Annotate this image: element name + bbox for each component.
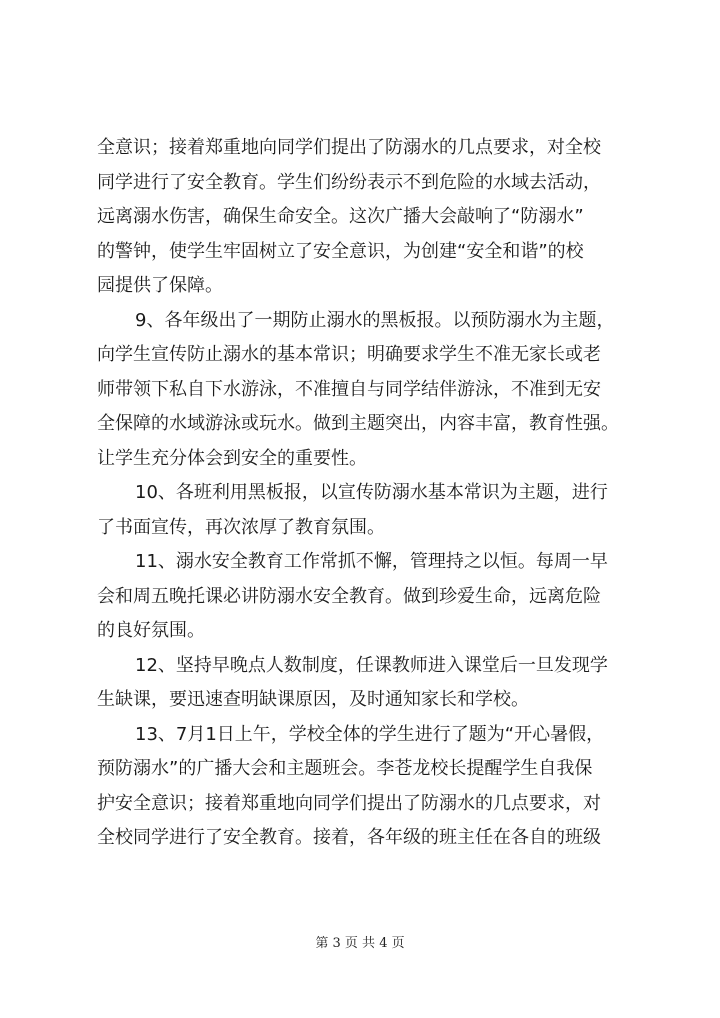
text-line: 13、7月1日上午，学校全体的学生进行了题为“开心暑假，	[135, 723, 605, 745]
text-line: 园提供了保障。	[97, 275, 223, 296]
text-line: 了书面宣传，再次浓厚了教育氛围。	[97, 516, 385, 538]
page-footer: 第 3 页 共 4 页	[315, 936, 405, 951]
text-line: 的警钟，使学生牢固树立了安全意识，为创建“安全和谐”的校	[97, 240, 584, 262]
text-line: 11、溺水安全教育工作常抓不懈，管理持之以恒。每周一早	[135, 551, 608, 572]
text-line: 远离溺水伤害，确保生命安全。这次广播大会敲响了“防溺水”	[97, 206, 584, 227]
text-line: 12、坚持早晚点人数制度，任课教师进入课堂后一旦发现学	[135, 654, 608, 676]
text-line: 全意识；接着郑重地向同学们提出了防溺水的几点要求，对全校	[97, 137, 601, 158]
text-line: 10、各班利用黑板报，以宣传防溺水基本常识为主题，进行	[135, 482, 608, 503]
text-line: 全校同学进行了安全教育。接着，各年级的班主任在各自的班级	[97, 827, 601, 848]
document-body	[97, 131, 637, 856]
text-line: 会和周五晚托课必讲防溺水安全教育。做到珍爱生命，远离危险	[97, 585, 601, 607]
text-line: 的良好氛围。	[97, 620, 205, 641]
text-line: 师带领下私自下水游泳，不准擅自与同学结伴游泳，不准到无安	[97, 378, 601, 400]
text-line: 同学进行了安全教育。学生们纷纷表示不到危险的水域去活动，	[97, 171, 601, 193]
text-line: 生缺课，要迅速查明缺课原因，及时通知家长和学校。	[97, 689, 529, 710]
text-line: 向学生宣传防止溺水的基本常识；明确要求学生不准无家长或老	[97, 344, 601, 365]
text-line: 护安全意识；接着郑重地向同学们提出了防溺水的几点要求，对	[97, 792, 601, 814]
text-line: 让学生充分体会到安全的重要性。	[97, 447, 367, 469]
text-line: 全保障的水域游泳或玩水。做到主题突出，内容丰富，教育性强。	[97, 413, 619, 434]
text-line: 9、各年级出了一期防止溺水的黑板报。以预防溺水为主题，	[135, 309, 615, 331]
text-line: 预防溺水”的广播大会和主题班会。李苍龙校长提醒学生自我保	[97, 758, 593, 779]
